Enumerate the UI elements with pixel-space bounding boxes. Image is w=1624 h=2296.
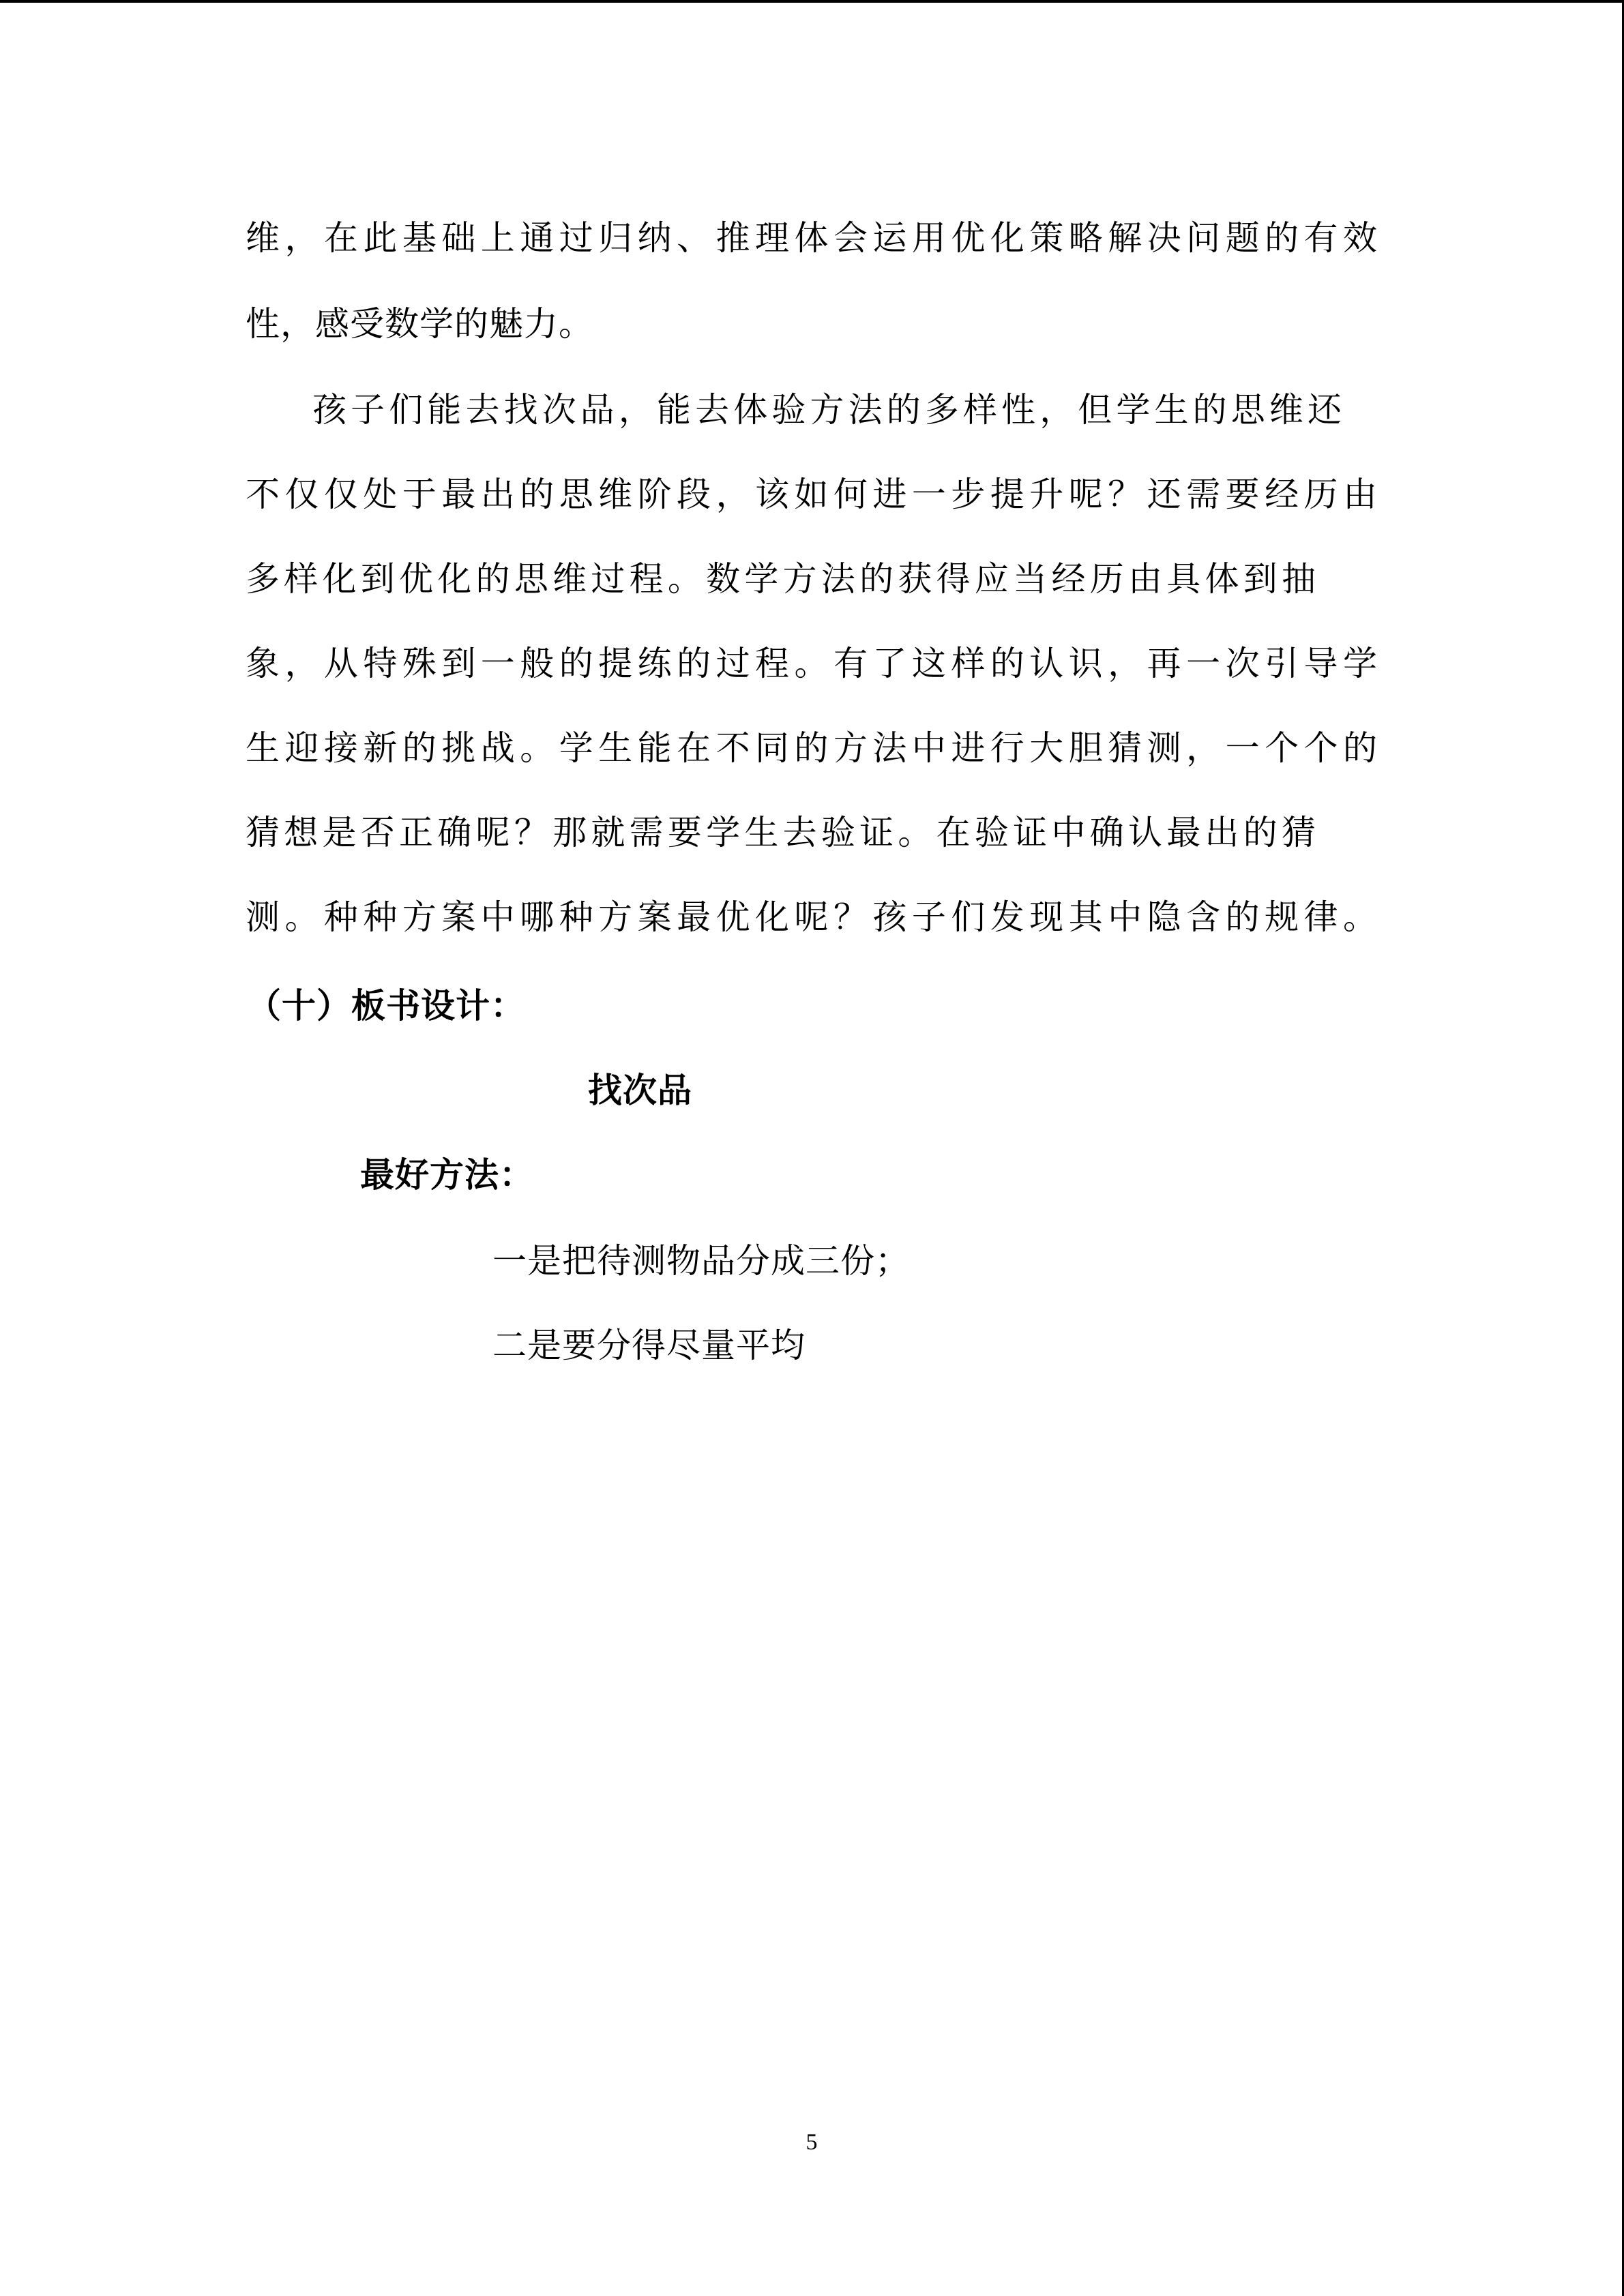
section-heading: （十）板书设计： [247, 985, 525, 1026]
paragraph-1-line-1: 维，在此基础上通过归纳、推理体会运用优化策略解决问题的有效 [246, 218, 1378, 258]
board-point-1: 一是把待测物品分成三份； [492, 1241, 910, 1281]
page-number: 5 [806, 2130, 818, 2155]
paragraph-2-line-3: 多样化到优化的思维过程。数学方法的获得应当经历由具体到抽 [246, 559, 1316, 599]
paragraph-2-line-6: 猜想是否正确呢？那就需要学生去验证。在验证中确认最出的猜 [246, 813, 1316, 852]
board-point-2: 二是要分得尽量平均 [492, 1326, 806, 1365]
paragraph-2-line-7: 测。种种方案中哪种方案最优化呢？孩子们发现其中隐含的规律。 [246, 897, 1378, 937]
paragraph-2-line-4: 象，从特殊到一般的提练的过程。有了这样的认识，再一次引导学 [246, 644, 1378, 683]
paragraph-1-line-2: 性，感受数学的魅力。 [246, 304, 593, 344]
paragraph-2-line-1: 孩子们能去找次品，能去体验方法的多样性，但学生的思维还 [312, 390, 1342, 430]
board-title: 找次品 [588, 1070, 692, 1110]
paragraph-2-line-5: 生迎接新的挑战。学生能在不同的方法中进行大胆猜测，一个个的 [246, 728, 1378, 768]
board-subheading: 最好方法： [360, 1154, 534, 1195]
page-top-border [0, 0, 1624, 3]
paragraph-2-line-2: 不仅仅处于最出的思维阶段，该如何进一步提升呢？还需要经历由 [246, 475, 1378, 514]
